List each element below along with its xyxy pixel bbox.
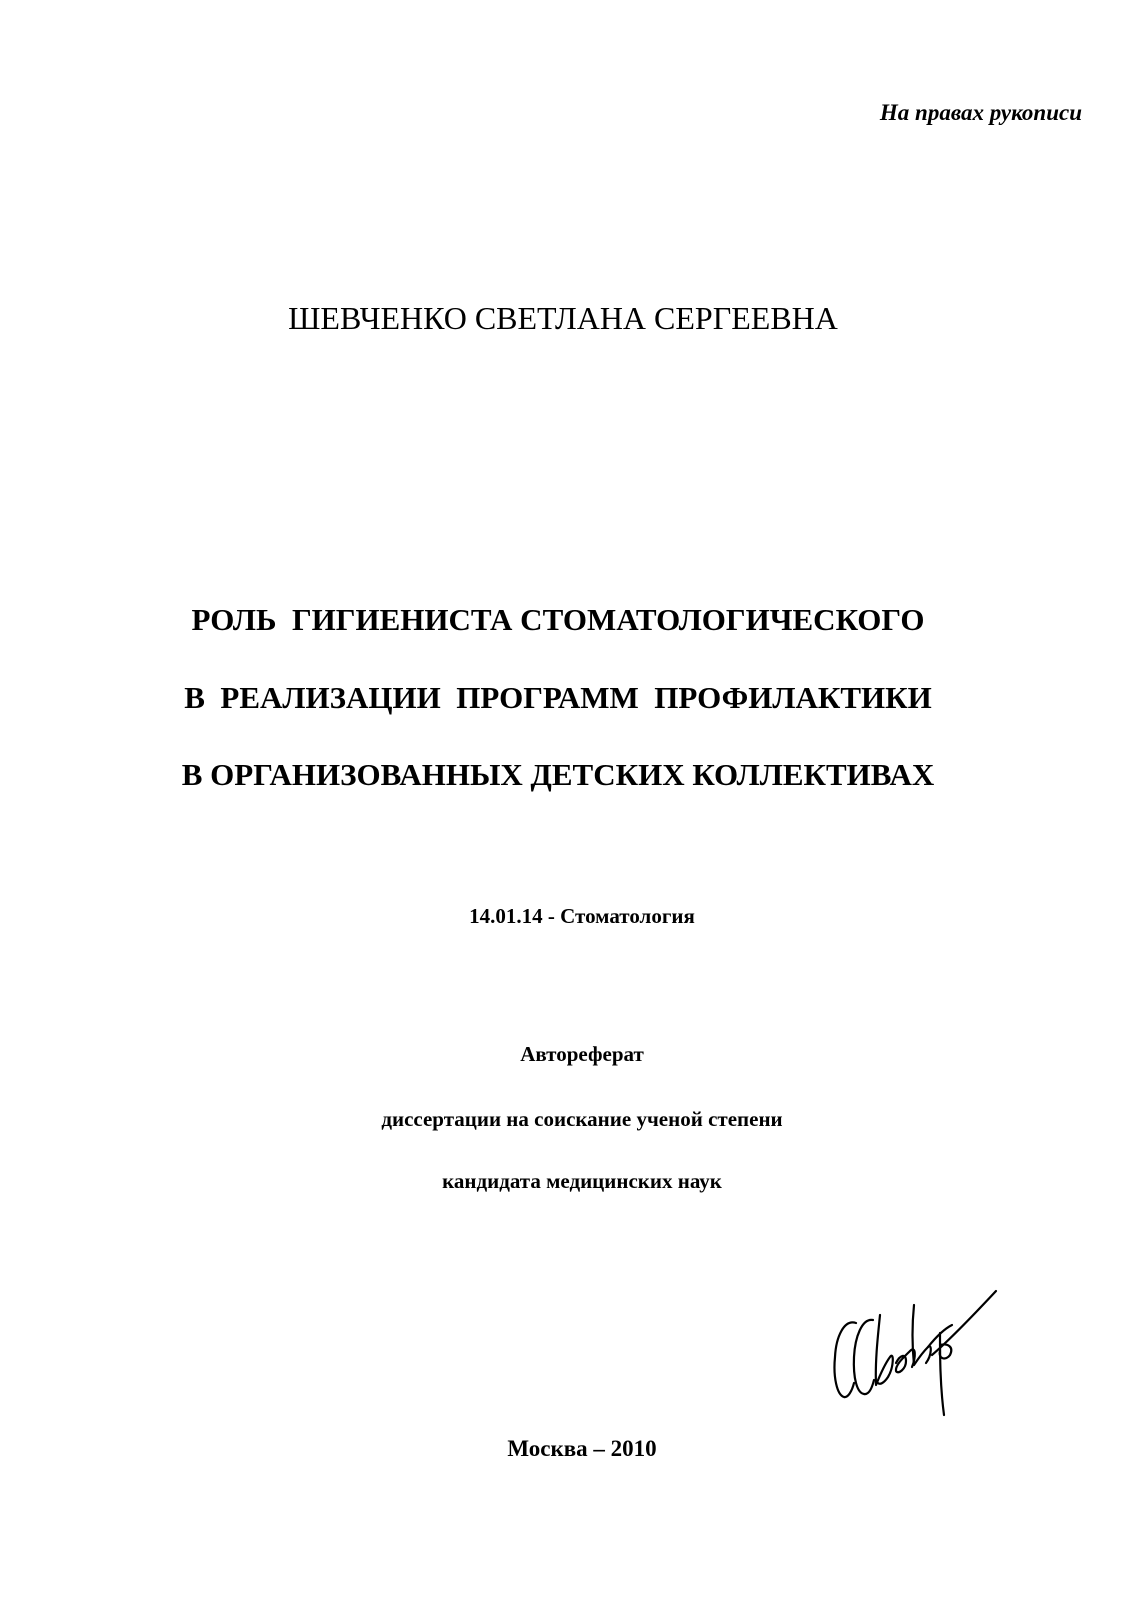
abstract-type: Автореферат <box>520 1042 644 1066</box>
title-line-1: РОЛЬ ГИГИЕНИСТА СТОМАТОЛОГИЧЕСКОГО <box>191 602 925 637</box>
author-name: ШЕВЧЕНКО СВЕТЛАНА СЕРГЕЕВНА <box>288 300 838 336</box>
signature-icon <box>828 1285 998 1420</box>
city-year: Москва – 2010 <box>507 1436 657 1461</box>
specialty-code: 14.01.14 - Стоматология <box>469 904 695 928</box>
title-line-2: В РЕАЛИЗАЦИИ ПРОГРАММ ПРОФИЛАКТИКИ <box>184 680 932 715</box>
degree-line-1: диссертации на соискание ученой степени <box>381 1107 783 1131</box>
degree-line-2: кандидата медицинских наук <box>442 1169 722 1193</box>
rights-note: На правах рукописи <box>879 100 1082 125</box>
title-line-3: В ОРГАНИЗОВАННЫХ ДЕТСКИХ КОЛЛЕКТИВАХ <box>181 757 935 792</box>
